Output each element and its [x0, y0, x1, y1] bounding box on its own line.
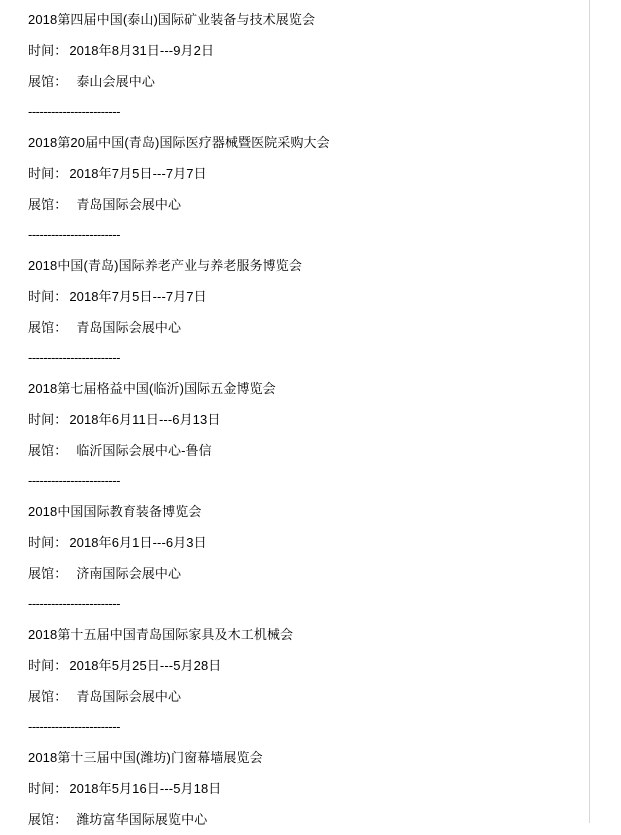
entry-separator: ------------------------	[28, 350, 120, 365]
venue-label: 展馆：	[28, 443, 68, 458]
list-item	[28, 742, 581, 835]
time-label: 时间：	[28, 289, 68, 304]
venue-label: 展馆：	[28, 74, 68, 89]
time-label: 时间：	[28, 412, 68, 427]
exhibition-title: 2018第十五届中国青岛国际家具及木工机械会	[28, 627, 294, 642]
exhibition-venue	[28, 558, 581, 589]
list-item	[28, 4, 581, 127]
venue-label: 展馆：	[28, 197, 68, 212]
exhibition-title: 2018中国(青岛)国际养老产业与养老服务博览会	[28, 258, 302, 273]
venue-label: 展馆：	[28, 320, 68, 335]
exhibition-venue	[28, 435, 581, 466]
exhibition-venue	[28, 189, 581, 220]
time-label: 时间：	[28, 781, 68, 796]
exhibition-title: 2018第七届格益中国(临沂)国际五金博览会	[28, 381, 276, 396]
exhibition-venue	[28, 804, 581, 835]
exhibition-venue	[28, 681, 581, 712]
list-item	[28, 127, 581, 250]
list-item	[28, 250, 581, 373]
exhibition-time	[28, 404, 581, 435]
venue-value: 青岛国际会展中心	[76, 320, 182, 335]
entry-separator: ------------------------	[28, 227, 120, 242]
venue-value: 济南国际会展中心	[76, 566, 182, 581]
time-value: 2018年8月31日---9月2日	[69, 43, 215, 58]
exhibition-venue	[28, 312, 581, 343]
exhibition-title: 2018第十三届中国(潍坊)门窗幕墙展览会	[28, 750, 263, 765]
time-value: 2018年5月16日---5月18日	[69, 781, 222, 796]
time-value: 2018年6月11日---6月13日	[69, 412, 221, 427]
time-label: 时间：	[28, 535, 68, 550]
exhibition-time	[28, 281, 581, 312]
time-value: 2018年6月1日---6月3日	[69, 535, 207, 550]
exhibition-title: 2018第20届中国(青岛)国际医疗器械暨医院采购大会	[28, 135, 330, 150]
time-value: 2018年5月25日---5月28日	[69, 658, 222, 673]
entry-separator: ------------------------	[28, 104, 120, 119]
venue-label: 展馆：	[28, 812, 68, 827]
exhibition-time	[28, 527, 581, 558]
list-item	[28, 619, 581, 742]
venue-value: 青岛国际会展中心	[76, 197, 182, 212]
list-item	[28, 373, 581, 496]
venue-label: 展馆：	[28, 566, 68, 581]
time-value: 2018年7月5日---7月7日	[69, 289, 207, 304]
exhibition-time	[28, 650, 581, 681]
exhibition-title: 2018第四届中国(泰山)国际矿业装备与技术展览会	[28, 12, 316, 27]
exhibition-title: 2018中国国际教育装备博览会	[28, 504, 202, 519]
entry-separator: ------------------------	[28, 596, 120, 611]
exhibition-venue	[28, 66, 581, 97]
exhibition-time	[28, 35, 581, 66]
venue-value: 泰山会展中心	[76, 74, 155, 89]
time-label: 时间：	[28, 166, 68, 181]
exhibition-time	[28, 158, 581, 189]
entry-separator: ------------------------	[28, 473, 120, 488]
exhibition-time	[28, 773, 581, 804]
entry-separator: ------------------------	[28, 719, 120, 734]
time-value: 2018年7月5日---7月7日	[69, 166, 207, 181]
venue-value: 潍坊富华国际展览中心	[76, 812, 208, 827]
venue-value: 临沂国际会展中心-鲁信	[76, 443, 212, 458]
venue-value: 青岛国际会展中心	[76, 689, 182, 704]
time-label: 时间：	[28, 43, 68, 58]
venue-label: 展馆：	[28, 689, 68, 704]
list-item	[28, 496, 581, 619]
time-label: 时间：	[28, 658, 68, 673]
